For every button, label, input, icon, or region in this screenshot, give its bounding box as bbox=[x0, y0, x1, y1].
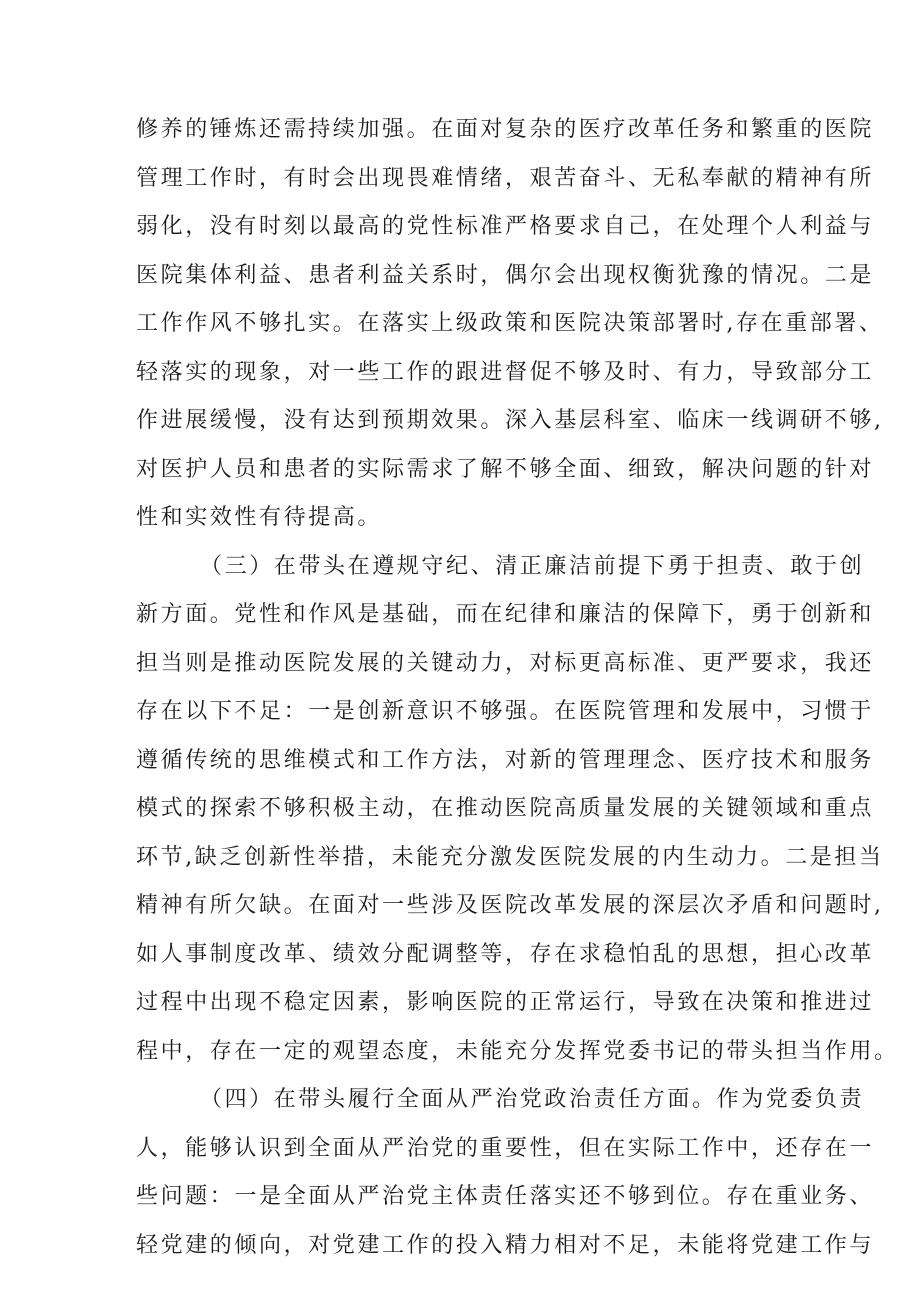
section-heading-line: （四）在带头履行全面从严治党政治责任方面。作为党委负责 bbox=[200, 1087, 865, 1112]
text-line: 修养的锤炼还需持续加强。在面对复杂的医疗改革任务和繁重的医院 bbox=[136, 117, 875, 142]
text-line: 弱化，没有时刻以最高的党性标准严格要求自己，在处理个人利益与 bbox=[136, 214, 875, 239]
text-line: 环节,缺乏创新性举措，未能充分激发医院发展的内生动力。二是担当 bbox=[136, 844, 884, 870]
text-line: 作进展缓慢，没有达到预期效果。深入基层科室、临床一线调研不够, bbox=[136, 408, 884, 433]
text-line: 新方面。党性和作风是基础，而在纪律和廉洁的保障下，勇于创新和 bbox=[136, 602, 875, 627]
text-line: 模式的探索不够积极主动，在推动医院高质量发展的关键领域和重点 bbox=[136, 796, 875, 821]
text-line: 医院集体利益、患者利益关系时，偶尔会出现权衡犹豫的情况。二是 bbox=[136, 262, 875, 288]
text-line: 程中，存在一定的观望态度，未能充分发挥党委书记的带头担当作用。 bbox=[136, 1038, 899, 1064]
text-line: 管理工作时，有时会出现畏难情绪，艰苦奋斗、无私奉献的精神有所 bbox=[136, 165, 875, 191]
text-line: 过程中出现不稳定因素，影响医院的正常运行，导致在决策和推进过 bbox=[136, 990, 875, 1015]
section-heading-line: （三）在带头在遵规守纪、清正廉洁前提下勇于担责、敢于创 bbox=[200, 553, 865, 579]
text-line: 对医护人员和患者的实际需求了解不够全面、细致，解决问题的针对 bbox=[136, 456, 875, 482]
text-line: 担当则是推动医院发展的关键动力，对标更高标准、更严要求，我还 bbox=[136, 650, 875, 676]
text-line: 人，能够认识到全面从严治党的重要性，但在实际工作中，还存在一 bbox=[136, 1135, 875, 1161]
text-line: 精神有所欠缺。在面对一些涉及医院改革发展的深层次矛盾和问题时, bbox=[136, 893, 884, 918]
document-body bbox=[136, 106, 899, 1270]
text-line: 性和实效性有待提高。 bbox=[136, 505, 383, 530]
text-line: 轻落实的现象，对一些工作的跟进督促不够及时、有力，导致部分工 bbox=[136, 359, 875, 385]
text-line: 工作作风不够扎实。在落实上级政策和医院决策部署时,存在重部署、 bbox=[136, 311, 884, 336]
text-line: 如人事制度改革、绩效分配调整等，存在求稳怕乱的思想，担心改革 bbox=[136, 941, 875, 967]
text-line: 些问题：一是全面从严治党主体责任落实还不够到位。存在重业务、 bbox=[136, 1184, 875, 1209]
text-line: 存在以下不足：一是创新意识不够强。在医院管理和发展中，习惯于 bbox=[136, 699, 875, 724]
text-line: 轻党建的倾向，对党建工作的投入精力相对不足，未能将党建工作与 bbox=[136, 1232, 875, 1258]
text-line: 遵循传统的思维模式和工作方法，对新的管理理念、医疗技术和服务 bbox=[136, 747, 875, 773]
